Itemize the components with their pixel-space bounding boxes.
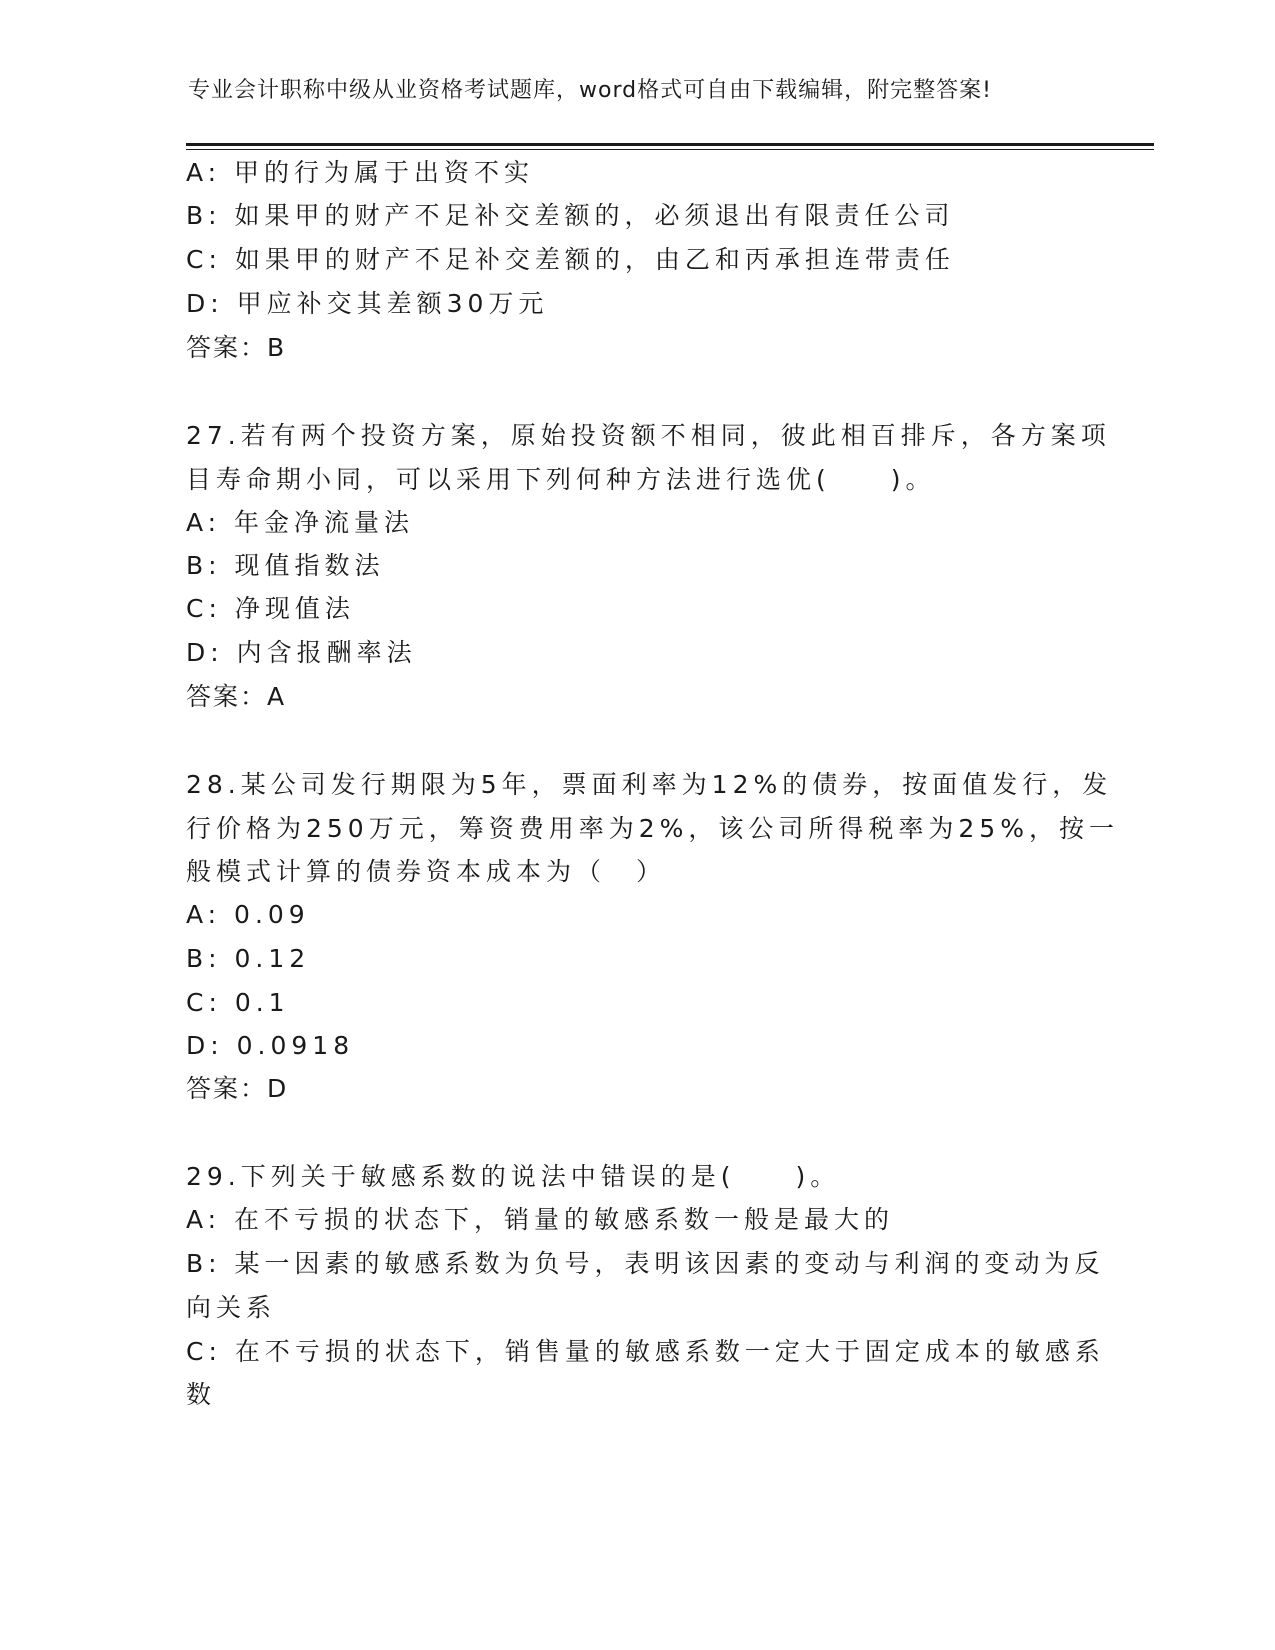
header-rule-thick — [186, 143, 1154, 146]
question-stem-line: 般模式计算的债券资本成本为（ ） — [186, 857, 667, 886]
answer: 答案：B — [186, 333, 287, 362]
option-b-continued: 向关系 — [186, 1293, 277, 1322]
option-d: D: 0.0918 — [186, 1031, 355, 1060]
option-d: D: 甲应补交其差额30万元 — [186, 289, 549, 318]
question-stem-line: 28.某公司发行期限为5年，票面利率为12%的债券，按面值发行，发 — [186, 770, 1113, 799]
option-a: A: 年金净流量法 — [186, 508, 415, 537]
option-b: B: 某一因素的敏感系数为负号，表明该因素的变动与利润的变动为反 — [186, 1249, 1105, 1278]
answer: 答案：D — [186, 1074, 289, 1103]
option-c: C: 在不亏损的状态下，销售量的敏感系数一定大于固定成本的敏感系 — [186, 1337, 1105, 1366]
option-b: B: 现值指数法 — [186, 551, 385, 580]
option-c: C: 净现值法 — [186, 594, 355, 623]
option-d: D: 内含报酬率法 — [186, 638, 417, 667]
question-stem-line: 29.下列关于敏感系数的说法中错误的是( )。 — [186, 1162, 841, 1191]
option-a: A: 0.09 — [186, 900, 310, 929]
option-a: A: 在不亏损的状态下，销量的敏感系数一般是最大的 — [186, 1205, 895, 1234]
option-b: B: 如果甲的财产不足补交差额的，必须退出有限责任公司 — [186, 201, 955, 230]
option-a: A: 甲的行为属于出资不实 — [186, 158, 535, 187]
question-stem-line: 行价格为250万元，筹资费用率为2%，该公司所得税率为25%，按一 — [186, 814, 1119, 843]
option-b: B: 0.12 — [186, 944, 311, 973]
question-stem-line: 目寿命期小同，可以采用下列何种方法进行选优( )。 — [186, 465, 936, 494]
option-c: C: 0.1 — [186, 988, 290, 1017]
header-rule-thin — [186, 149, 1154, 150]
option-c-continued: 数 — [186, 1380, 217, 1409]
question-stem-line: 27.若有两个投资方案，原始投资额不相同，彼此相百排斥，各方案项 — [186, 421, 1111, 450]
answer: 答案：A — [186, 682, 287, 711]
header-text: 专业会计职称中级从业资格考试题库，word格式可自由下载编辑，附完整答案! — [188, 78, 992, 103]
option-c: C: 如果甲的财产不足补交差额的，由乙和丙承担连带责任 — [186, 245, 955, 274]
